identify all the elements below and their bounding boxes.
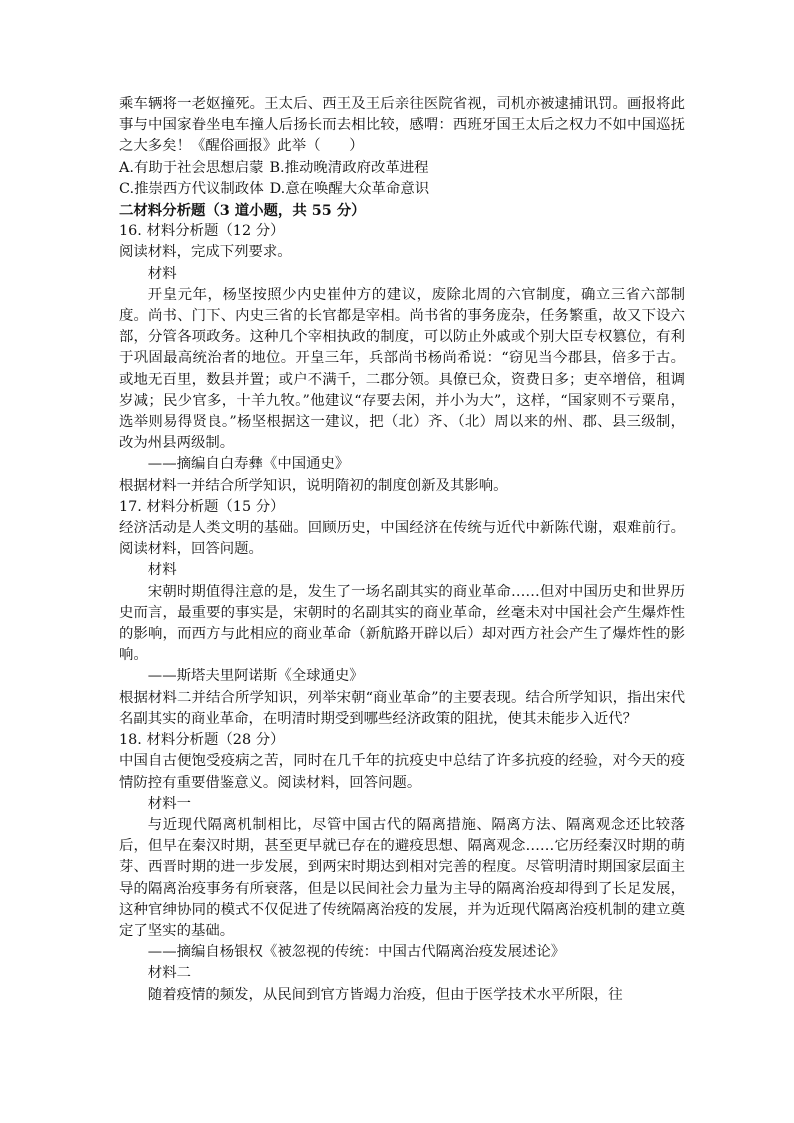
q17-material-text: 宋朝时期值得注意的是，发生了一场名副其实的商业革命……但对中国历史和世界历史而言，最重要的事实是，宋朝时的名副其实的商业革命，丝毫未对中国社会产生爆炸性的影响，而西方与此相应的商业革命（新航路开辟以后）却对西方社会产生了爆炸性的影响。 [119,583,685,664]
q17-material-label: 材料 [147,562,177,579]
q15-options-row-2 [119,179,685,200]
q15-options-row-1 [119,158,685,179]
q18-intro: 中国自古便饱受疫病之苦，同时在几千年的抗疫史中总结了许多抗疫的经验，对今天的疫情防控有重要借鉴意义。阅读材料，回答问题。 [119,753,685,791]
q16-material-label: 材料 [147,265,177,282]
q18-material1-text: 与近现代隔离机制相比，尽管中国古代的隔离措施、隔离方法、隔离观念还比较落后，但早在秦汉时期，甚至更早就已存在的避疫思想、隔离观念……它历经秦汉时期的萌芽、西晋时期的进一步发展，到两宋时期达到相对完善的程度。尽管明清时期国家层面主导的隔离治疫事务有所衰落，但是以民间社会力量为主导的隔离治疫却得到了长足发展，这种官绅协同的模式不仅促进了传统隔离治疫的发展，并为近现代隔离治疫机制的建立奠定了坚实的基础。 [119,816,685,939]
q15-option-d: D.意在唤醒大众革命意识 [269,180,430,197]
q17-intro: 经济活动是人类文明的基础。回顾历史，中国经济在传统与近代中新陈代谢，艰难前行。阅读材料，回答问题。 [119,520,685,558]
q17-source: ——斯塔夫里阿诺斯《全球通史》 [147,668,364,685]
q18-material1-label: 材料一 [147,795,191,812]
q16-header: 16. 材料分析题（12 分） [119,223,285,240]
q18-header: 18. 材料分析题（28 分） [119,732,285,749]
q16-source: ——摘编自白寿彝《中国通史》 [147,456,350,473]
q17-header: 17. 材料分析题（15 分） [119,498,285,515]
q18-material2-text: 随着疫情的频发，从民间到官方皆竭力治疫，但由于医学技术水平所限，往 [147,986,623,1003]
q17-question: 根据材料二并结合所学知识，列举宋朝“商业革命”的主要表现。结合所学知识，指出宋代名副其实的商业革命，在明清时期受到哪些经济政策的阻扰，使其未能步入近代？ [119,689,685,727]
q15-option-a: A.有助于社会思想启蒙 [119,159,264,176]
section-title: 二材料分析题（3 道小题，共 55 分） [119,202,366,220]
q15-option-c: C.推崇西方代议制政体 [119,180,264,197]
q16-material-text: 开皇元年，杨坚按照少内史崔仲方的建议，废除北周的六官制度，确立三省六部制度。尚书、门下、内史三省的长官都是宰相。尚书省的事务庞杂，任务繁重，故又下设六部，分管各项政务。这种几个宰相执政的制度，可以防止外戚或个别大臣专权篡位，有利于巩固最高统治者的地位。开皇三年，兵部尚书杨尚希说：“窃见当今郡县，倍多于古。或地无百里，数县并置；或户不满千，二郡分领。具僚已众，资费日多；吏卒增倍，租调岁减；民少官多，十羊九牧。”他建议“存要去闲，并小为大”，这样，“国家则不亏粟帛，选举则易得贤良。”杨坚根据这一建议，把（北）齐、（北）周以来的州、郡、县三级制，改为州县两级制。 [119,286,685,452]
document-page [119,94,685,1006]
q15-option-b: B.推动晚清政府改革进程 [269,159,429,176]
q18-material2-label: 材料二 [147,965,191,982]
q16-intro: 阅读材料，完成下列要求。 [119,244,292,261]
q16-question: 根据材料一并结合所学知识，说明隋初的制度创新及其影响。 [119,477,508,494]
q18-source1: ——摘编自杨银权《被忽视的传统：中国古代隔离治疫发展述论》 [147,944,566,961]
q15-stem-continued: 乘车辆将一老妪撞死。王太后、西王及王后亲往医院省视，司机亦被逮捕讯罚。画报将此事与中国家眷坐电车撞人后扬长而去相比较，感喟：西班牙国王太后之权力不如中国巡抚之大多矣！《醒俗画报》此举（ ） [119,96,685,155]
